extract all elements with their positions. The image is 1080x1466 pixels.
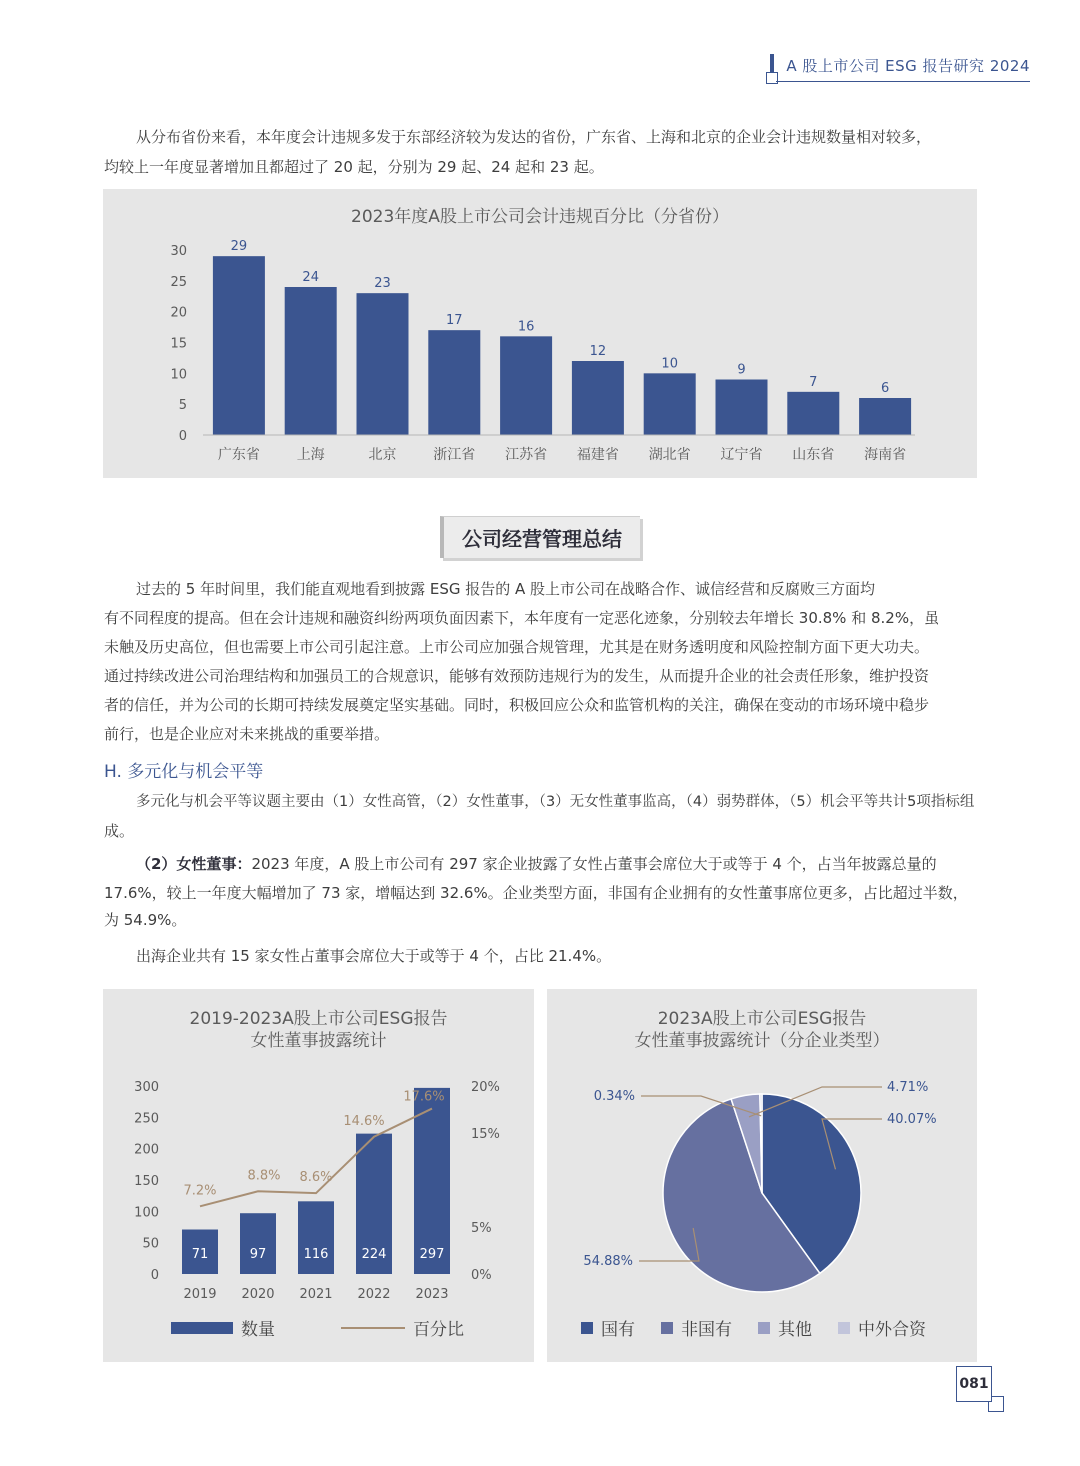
legend-swatch: [661, 1322, 673, 1334]
bar-value-label: 7: [809, 374, 818, 390]
percentage-label: 14.6%: [343, 1113, 385, 1129]
female-directors-label: （2）女性董事：: [136, 855, 252, 873]
chart2-title-line-1: 2019-2023A股上市公司ESG报告: [189, 1009, 448, 1029]
female-directors-combo-chart: [103, 989, 534, 1362]
slice-label: 40.07%: [887, 1112, 937, 1127]
page-number: 081: [956, 1366, 992, 1402]
x-category-label: 北京: [368, 447, 397, 463]
summary-line-4: 通过持续改进公司治理结构和加强员工的合规意识，能够有效预防违规行为的发生，从而提升企业的社会责任形象，维护投资: [104, 667, 930, 685]
left-y-tick: 250: [134, 1111, 159, 1127]
count-bar-2021: [298, 1201, 334, 1274]
x-category-label: 浙江省: [433, 447, 476, 463]
right-y-tick: 20%: [471, 1080, 500, 1095]
province-bar-chart: [103, 189, 977, 478]
running-header: [786, 52, 1030, 78]
count-bar-label: 71: [191, 1247, 209, 1262]
right-y-tick: 5%: [471, 1221, 492, 1236]
left-y-tick: 100: [134, 1205, 159, 1221]
chart3-title-line-1: 2023A股上市公司ESG报告: [657, 1009, 867, 1029]
left-y-tick: 200: [134, 1142, 159, 1158]
bar-浙江省: [428, 330, 480, 435]
y-tick-label: 0: [178, 429, 187, 444]
legend-label: 其他: [778, 1320, 812, 1340]
count-bar-label: 97: [249, 1247, 267, 1262]
bar-value-label: 10: [661, 356, 678, 372]
province-chart-panel: [103, 189, 977, 478]
y-tick-label: 15: [170, 336, 187, 352]
left-y-tick: 50: [142, 1236, 159, 1252]
chart2-legend-pct: [341, 1315, 464, 1340]
count-bar-label: 116: [303, 1247, 329, 1262]
slice-label: 0.34%: [593, 1089, 635, 1104]
right-y-tick: 15%: [471, 1127, 500, 1142]
diversity-p2-line-2: 17.6%，较上一年度大幅增加了 73 家，增幅达到 32.6%。企业类型方面，非国有企业拥有的女性董事席位更多，占比超过半数，: [104, 884, 968, 902]
percentage-label: 17.6%: [403, 1089, 445, 1105]
legend-count-label: 数量: [241, 1320, 275, 1340]
enterprise-type-pie-chart: [547, 989, 977, 1362]
y-tick-label: 30: [170, 244, 187, 259]
percentage-label: 8.6%: [299, 1170, 333, 1186]
bar-value-label: 29: [230, 239, 248, 255]
count-bar-label: 297: [419, 1247, 445, 1262]
summary-line-2: 有不同程度的提高。但在会计违规和融资纠纷两项负面因素下，本年度有一定恶化迹象，分别较去年增长 30.8% 和 8.2%，虽: [104, 609, 940, 627]
legend-bar-swatch: [171, 1322, 233, 1334]
legend-item: [758, 1315, 812, 1340]
bar-广东省: [213, 256, 265, 435]
enterprise-type-chart-panel: [547, 989, 977, 1362]
percentage-label: 7.2%: [183, 1183, 217, 1199]
intro-line-2: 均较上一年度显著增加且都超过了 20 起，分别为 29 起、24 起和 23 起。: [104, 158, 604, 176]
year-label: 2019: [183, 1287, 217, 1302]
bar-江苏省: [500, 336, 552, 435]
y-tick-label: 5: [178, 398, 187, 414]
bar-上海: [285, 287, 337, 435]
legend-item: [581, 1315, 635, 1340]
bar-福建省: [572, 361, 624, 435]
left-y-tick: 300: [134, 1080, 159, 1095]
count-bar-label: 224: [361, 1247, 387, 1262]
bar-海南省: [859, 398, 911, 435]
section-title: [440, 516, 640, 558]
diversity-p2-text-1: 2023 年度，A 股上市公司有 297 家企业披露了女性占董事会席位大于或等于 4 个，占当年披露总量的: [251, 855, 937, 873]
legend-swatch: [581, 1322, 593, 1334]
chart2-legend-count: [171, 1315, 275, 1340]
x-category-label: 福建省: [576, 447, 619, 463]
bar-湖北省: [644, 373, 696, 435]
header-rule: [776, 81, 1030, 82]
diversity-p3: 出海企业共有 15 家女性占董事会席位大于或等于 4 个，占比 21.4%。: [136, 947, 612, 965]
bar-value-label: 6: [880, 381, 890, 396]
bar-value-label: 24: [302, 270, 319, 285]
legend-line-swatch: [341, 1327, 405, 1329]
left-y-tick: 150: [134, 1174, 159, 1189]
bar-value-label: 12: [589, 344, 607, 359]
x-category-label: 上海: [296, 447, 325, 463]
diversity-p2-line-3: 为 54.9%。: [104, 911, 187, 929]
slice-label: 4.71%: [887, 1080, 929, 1095]
legend-item: [838, 1315, 926, 1340]
year-label: 2020: [241, 1287, 275, 1302]
diversity-p1-line-1: 多元化与机会平等议题主要由（1）女性高管，（2）女性董事，（3）无女性董事监高，（4）弱势群体，（5）机会平等共计5项指标组: [136, 794, 975, 810]
chart3-title-line-2: 女性董事披露统计（分企业类型）: [634, 1031, 890, 1051]
header-title: A 股上市公司 ESG 报告研究 2024: [786, 56, 1030, 75]
bar-value-label: 23: [374, 276, 391, 292]
legend-label: 非国有: [681, 1320, 732, 1340]
y-tick-label: 10: [170, 367, 187, 383]
legend-label: 国有: [601, 1320, 635, 1340]
diversity-p1-line-2: 成。: [104, 822, 135, 840]
percentage-label: 8.8%: [247, 1168, 281, 1184]
bar-value-label: 9: [737, 362, 746, 378]
x-category-label: 江苏省: [505, 447, 548, 463]
left-y-tick: 0: [150, 1268, 159, 1283]
y-tick-label: 25: [170, 274, 187, 290]
year-label: 2021: [299, 1287, 333, 1302]
slice-label: 54.88%: [583, 1254, 633, 1269]
summary-line-6: 前行，也是企业应对未来挑战的重要举措。: [104, 725, 390, 743]
summary-line-5: 者的信任，并为公司的长期可持续发展奠定坚实基础。同时，积极回应公众和监管机构的关注，确保在变动的市场环境中稳步: [104, 696, 930, 714]
diversity-heading: H. 多元化与机会平等: [104, 762, 264, 782]
bar-value-label: 17: [446, 313, 463, 329]
bar-value-label: 16: [517, 319, 535, 335]
legend-pct-label: 百分比: [413, 1320, 464, 1340]
legend-swatch: [758, 1322, 770, 1334]
count-bar-2020: [240, 1213, 276, 1274]
percentage-line: [200, 1109, 432, 1207]
bar-辽宁省: [716, 380, 768, 436]
bar-北京: [357, 293, 409, 435]
female-directors-chart-panel: [103, 989, 534, 1362]
x-category-label: 广东省: [217, 447, 260, 463]
legend-swatch: [838, 1322, 850, 1334]
intro-line-1: 从分布省份来看，本年度会计违规多发于东部经济较为发达的省份，广东省、上海和北京的企业会计违规数量相对较多，: [136, 128, 932, 146]
legend-label: 中外合资: [858, 1320, 926, 1340]
y-tick-label: 20: [170, 305, 187, 321]
x-category-label: 湖北省: [648, 447, 691, 463]
header-mark-icon: [766, 54, 778, 82]
summary-line-1: 过去的 5 年时间里，我们能直观地看到披露 ESG 报告的 A 股上市公司在战略合作、诚信经营和反腐败三方面均: [136, 580, 876, 598]
right-y-tick: 0%: [471, 1268, 492, 1283]
x-category-label: 辽宁省: [720, 447, 763, 463]
summary-line-3: 未触及历史高位，但也需要上市公司引起注意。上市公司应加强合规管理，尤其是在财务透明度和风险控制方面下更大功夫。: [104, 638, 930, 656]
chart2-title-line-2: 女性董事披露统计: [250, 1031, 387, 1051]
year-label: 2023: [415, 1287, 449, 1302]
legend-item: [661, 1315, 732, 1340]
year-label: 2022: [357, 1287, 391, 1302]
province-chart-title: 2023年度A股上市公司会计违规百分比（分省份）: [351, 207, 729, 227]
diversity-p2-line-1: [104, 849, 976, 879]
x-category-label: 山东省: [792, 447, 835, 463]
chart3-legend: [581, 1315, 952, 1340]
bar-山东省: [787, 392, 839, 435]
section-title-text: 公司经营管理总结: [462, 527, 622, 551]
x-category-label: 海南省: [864, 447, 907, 463]
